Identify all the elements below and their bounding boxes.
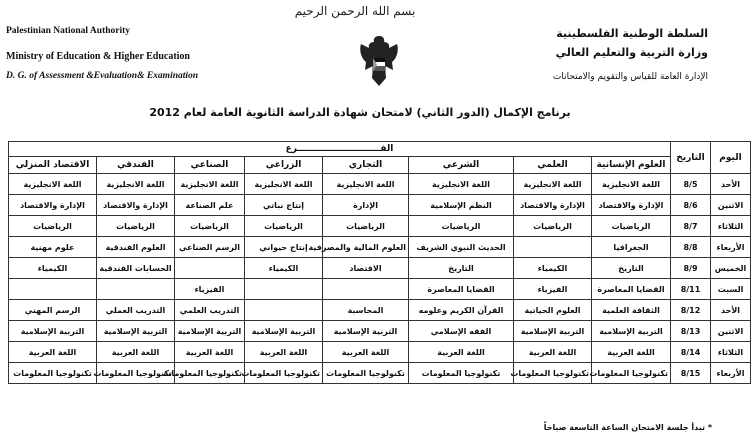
subject-cell: التدريب العملي [97,300,175,321]
exam-schedule-table [8,141,751,384]
authority-name-ar: السلطة الوطنية الفلسطينية [556,27,708,40]
date-cell: 8/5 [671,174,711,195]
subject-cell [245,300,323,321]
subject-cell: الكيمياء [514,258,592,279]
subject-cell: الرياضيات [97,216,175,237]
subject-cell: الرسم الصناعي [175,237,245,258]
day-cell: الاثنين [711,195,751,216]
subject-cell: العلوم الحياتية [514,300,592,321]
branch-header: الصناعي [175,157,245,174]
date-cell: 8/14 [671,342,711,363]
date-cell: 8/12 [671,300,711,321]
branch-header: العلمي [514,157,592,174]
directorate-name-en: D. G. of Assessment &Evaluation& Examination [6,71,199,81]
subject-cell: اللغة العربية [9,342,97,363]
subject-cell: الفقه الإسلامي [409,321,514,342]
subject-cell: العلوم المالية والمصرفية [323,237,409,258]
subject-cell: تكنولوجيا المعلومات [245,363,323,384]
subject-cell [9,279,97,300]
subject-cell: تكنولوجيا المعلومات [514,363,592,384]
subject-cell: الرياضيات [9,216,97,237]
authority-name-en: Palestinian National Authority [6,26,131,36]
branch-header: الاقتصاد المنزلي [9,157,97,174]
basmala-calligraphy: بسم الله الرحمن الرحيم [294,4,416,18]
subject-cell: إنتاج نباتي [245,195,323,216]
subject-cell: تكنولوجيا المعلومات [323,363,409,384]
branch-header: الشرعي [409,157,514,174]
day-cell: الثلاثاء [711,342,751,363]
schedule-body [9,174,751,384]
subject-cell: علم الصناعة [175,195,245,216]
subject-cell: اللغة العربية [97,342,175,363]
subject-cell: اللغة الانجليزية [97,174,175,195]
day-cell: السبت [711,279,751,300]
subject-cell: التربية الإسلامية [514,321,592,342]
subject-cell: النظم الإسلامية [409,195,514,216]
subject-cell: الفيزياء [514,279,592,300]
branch-header: الفندقي [97,157,175,174]
subject-cell: اللغة العربية [409,342,514,363]
subject-cell: التربية الإسلامية [9,321,97,342]
subject-cell: اللغة الانجليزية [592,174,671,195]
subject-cell: الإدارة [323,195,409,216]
branch-group-header: الفـــــــــــــــــــــــــــرع [9,142,671,157]
subject-cell [175,258,245,279]
subject-cell: تكنولوجيا المعلومات [175,363,245,384]
subject-cell: الاقتصاد [323,258,409,279]
subject-cell: الرياضيات [409,216,514,237]
subject-cell: اللغة العربية [323,342,409,363]
schedule-title: برنامج الإكمال (الدور الثاني) لامتحان شهادة الدراسة الثانوية العامة لعام 2012 [149,106,571,119]
directorate-name-ar: الإدارة العامة للقياس والتقويم والامتحانات [552,72,708,82]
subject-cell: الجغرافيا [592,237,671,258]
ministry-name-en: Ministry of Education & Higher Education [6,51,190,62]
subject-cell: التاريخ [409,258,514,279]
branch-header-row [9,157,751,174]
date-cell: 8/9 [671,258,711,279]
branch-header: الزراعي [245,157,323,174]
date-cell: 8/8 [671,237,711,258]
subject-cell: الإدارة والاقتصاد [514,195,592,216]
table-row [9,342,751,363]
table-row [9,321,751,342]
subject-cell: الحديث النبوي الشريف [409,237,514,258]
table-row [9,300,751,321]
subject-cell [514,237,592,258]
subject-cell: التربية الإسلامية [323,321,409,342]
subject-cell: الثقافة العلمية [592,300,671,321]
day-cell: الاثنين [711,321,751,342]
date-cell: 8/15 [671,363,711,384]
subject-cell: الإدارة والاقتصاد [592,195,671,216]
table-row [9,174,751,195]
table-row [9,363,751,384]
subject-cell: الإدارة والاقتصاد [97,195,175,216]
subject-cell [97,279,175,300]
ministry-name-ar: وزارة التربية والتعليم العالي [555,46,708,59]
subject-cell: الإدارة والاقتصاد [9,195,97,216]
subject-cell: التربية الإسلامية [245,321,323,342]
date-cell: 8/7 [671,216,711,237]
subject-cell: التدريب العلمي [175,300,245,321]
day-cell: الأربعاء [711,237,751,258]
subject-cell: الرياضيات [592,216,671,237]
day-cell: الأحد [711,300,751,321]
subject-cell: الحسابات الفندقية [97,258,175,279]
subject-cell: التربية الإسلامية [175,321,245,342]
date-cell: 8/6 [671,195,711,216]
subject-cell [245,279,323,300]
subject-cell: تكنولوجيا المعلومات [592,363,671,384]
subject-cell: الرياضيات [245,216,323,237]
subject-cell [323,279,409,300]
subject-cell: التربية الإسلامية [97,321,175,342]
day-cell: الثلاثاء [711,216,751,237]
table-row [9,279,751,300]
table-row [9,237,751,258]
subject-cell: الرسم المهني [9,300,97,321]
subject-cell: اللغة الانجليزية [409,174,514,195]
palestinian-eagle-emblem [355,30,403,92]
day-cell: الأربعاء [711,363,751,384]
subject-cell: القرآن الكريم وعلومه [409,300,514,321]
subject-cell: علوم مهنية [9,237,97,258]
subject-cell: القضايا المعاصرة [409,279,514,300]
subject-cell: العلوم الفندقية [97,237,175,258]
subject-cell: إنتاج حيواني [245,237,323,258]
start-time-footnote: * تبدأ جلسة الامتحان الساعة التاسعة صباحاً [543,423,712,432]
subject-cell: اللغة الانجليزية [175,174,245,195]
subject-cell: الكيمياء [245,258,323,279]
subject-cell: اللغة الانجليزية [323,174,409,195]
branch-header: التجاري [323,157,409,174]
subject-cell: القضايا المعاصرة [592,279,671,300]
table-row [9,195,751,216]
subject-cell: تكنولوجيا المعلومات [97,363,175,384]
day-column-header: اليوم [711,142,751,174]
subject-cell: التاريخ [592,258,671,279]
day-cell: الخميس [711,258,751,279]
subject-cell: اللغة العربية [175,342,245,363]
table-row [9,216,751,237]
subject-cell: الرياضيات [175,216,245,237]
subject-cell: الفيزياء [175,279,245,300]
subject-cell: اللغة الانجليزية [9,174,97,195]
subject-cell: اللغة الانجليزية [514,174,592,195]
subject-cell: المحاسبة [323,300,409,321]
subject-cell: الكيمياء [9,258,97,279]
subject-cell: تكنولوجيا المعلومات [9,363,97,384]
subject-cell: الرياضيات [323,216,409,237]
subject-cell: التربية الإسلامية [592,321,671,342]
branch-header: العلوم الإنسانية [592,157,671,174]
date-cell: 8/13 [671,321,711,342]
subject-cell: تكنولوجيا المعلومات [409,363,514,384]
table-row [9,258,751,279]
date-cell: 8/11 [671,279,711,300]
day-cell: الأحد [711,174,751,195]
date-column-header: التاريخ [671,142,711,174]
subject-cell: اللغة العربية [514,342,592,363]
subject-cell: اللغة العربية [592,342,671,363]
subject-cell: اللغة الانجليزية [245,174,323,195]
subject-cell: الرياضيات [514,216,592,237]
subject-cell: اللغة العربية [245,342,323,363]
